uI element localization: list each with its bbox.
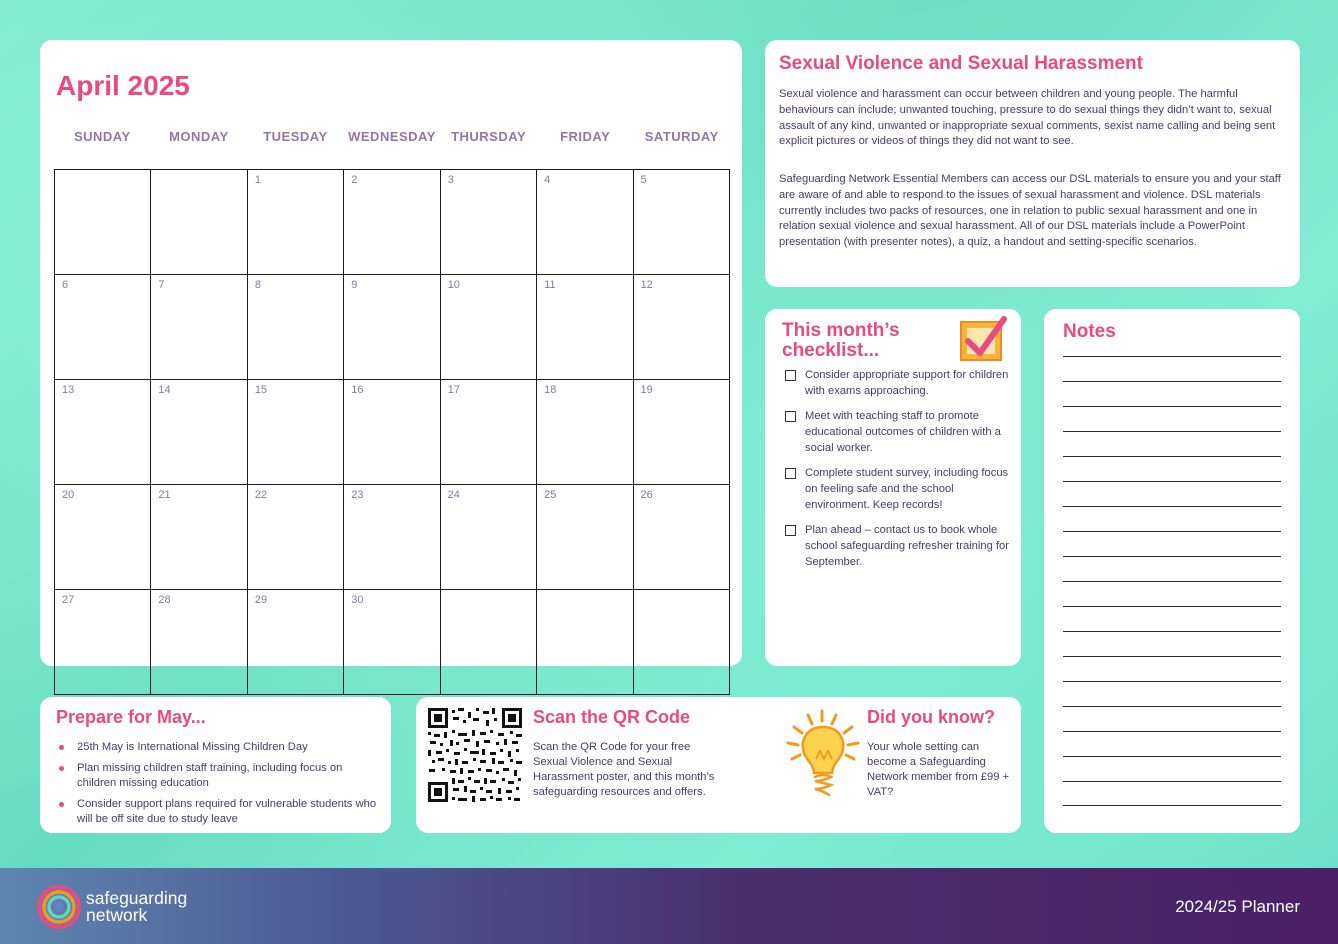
day-cell[interactable]: 20 xyxy=(55,485,151,590)
info-title: Sexual Violence and Sexual Harassment xyxy=(779,53,1143,74)
note-line[interactable] xyxy=(1063,431,1281,432)
note-line[interactable] xyxy=(1063,406,1281,407)
prepare-card xyxy=(40,697,391,833)
day-cell[interactable]: 30 xyxy=(344,590,440,695)
prepare-list xyxy=(56,740,384,833)
qr-code-image[interactable] xyxy=(428,708,522,802)
weekday-label: SATURDAY xyxy=(644,129,719,144)
note-line[interactable] xyxy=(1063,805,1281,806)
qr-description: Scan the QR Code for your free Sexual Violence and Sexual Harassment poster, and this month’s safeguarding resources and offers. xyxy=(533,741,715,798)
day-cell[interactable] xyxy=(55,170,151,275)
weekday-label: SUNDAY xyxy=(73,129,131,144)
weekday-label: FRIDAY xyxy=(560,129,611,144)
prepare-item: Consider support plans required for vulnerable students who will be off site due to study leave xyxy=(56,797,384,827)
day-cell[interactable] xyxy=(151,170,247,275)
note-line[interactable] xyxy=(1063,481,1281,482)
calendar-week xyxy=(55,485,730,590)
calendar-week xyxy=(55,590,730,695)
weekday-label: MONDAY xyxy=(169,129,229,144)
checklist-item[interactable] xyxy=(785,522,1013,570)
day-cell[interactable]: 1 xyxy=(247,170,343,275)
day-cell[interactable]: 15 xyxy=(247,380,343,485)
brand-line: safeguarding xyxy=(86,888,188,908)
calendar-title: April 2025 xyxy=(56,70,190,101)
checklist-item-label: Meet with teaching staff to promote educational outcomes of children with a social worker. xyxy=(805,410,1001,454)
day-cell[interactable] xyxy=(440,590,536,695)
day-cell[interactable]: 13 xyxy=(55,380,151,485)
day-cell[interactable]: 8 xyxy=(247,275,343,380)
planner-label: 2024/25 Planner xyxy=(1175,897,1300,916)
day-cell[interactable]: 10 xyxy=(440,275,536,380)
day-cell[interactable]: 23 xyxy=(344,485,440,590)
day-cell[interactable]: 5 xyxy=(633,170,729,275)
note-line[interactable] xyxy=(1063,681,1281,682)
calendar-week xyxy=(55,170,730,275)
day-cell[interactable]: 17 xyxy=(440,380,536,485)
day-cell[interactable]: 7 xyxy=(151,275,247,380)
day-cell[interactable]: 21 xyxy=(151,485,247,590)
calendar-card xyxy=(40,40,742,666)
checklist-item-label: Consider appropriate support for children with exams approaching. xyxy=(805,369,1009,397)
info-paragraph: Safeguarding Network Essential Members can access our DSL materials to ensure you and your staff are aware of and able to respond to the issues of sexual harassment and violence. DSL materials currently includes two packs of resources, one in relation to public sexual harassment and one in relation sexual violence and sexual harassment. All of our DSL materials include a PowerPoint presentation (with presenter notes), a quiz, a handout and setting-specific scenarios. xyxy=(779,173,1281,249)
checkbox[interactable] xyxy=(785,411,796,422)
calendar-week xyxy=(55,275,730,380)
weekday-label: WEDNESDAY xyxy=(348,129,436,144)
day-cell[interactable]: 3 xyxy=(440,170,536,275)
day-cell[interactable]: 4 xyxy=(537,170,633,275)
qr-title: Scan the QR Code xyxy=(533,707,691,727)
note-line[interactable] xyxy=(1063,581,1281,582)
day-cell[interactable]: 14 xyxy=(151,380,247,485)
lightbulb-icon xyxy=(786,707,860,803)
note-line[interactable] xyxy=(1063,781,1281,782)
did-you-know-title: Did you know? xyxy=(867,707,995,727)
note-line[interactable] xyxy=(1063,606,1281,607)
day-cell[interactable]: 22 xyxy=(247,485,343,590)
weekday-header xyxy=(54,129,730,144)
note-line[interactable] xyxy=(1063,656,1281,657)
note-line[interactable] xyxy=(1063,356,1281,357)
note-line[interactable] xyxy=(1063,731,1281,732)
day-cell[interactable]: 16 xyxy=(344,380,440,485)
prepare-item: Plan missing children staff training, including focus on children missing education xyxy=(56,761,384,791)
checklist-item[interactable] xyxy=(785,367,1013,399)
day-cell[interactable]: 19 xyxy=(633,380,729,485)
notes-title: Notes xyxy=(1063,321,1116,342)
checklist-item-label: Complete student survey, including focus on feeling safe and the school environment. Keep records! xyxy=(805,467,1009,511)
note-line[interactable] xyxy=(1063,506,1281,507)
info-paragraph: Sexual violence and harassment can occur between children and young people. The harmful behaviours can include; unwanted touching, pressure to do sexual things they didn’t want to, sexual assault of any kind, unwanted or inappropriate sexual comments, sexist name calling and being sent explicit pictures or videos of things they did not want to see. xyxy=(779,88,1276,148)
did-you-know-text: Your whole setting can become a Safeguarding Network member from £99 + VAT? xyxy=(867,741,1010,798)
checklist-item-label: Plan ahead – contact us to book whole school safeguarding refresher training for September. xyxy=(805,524,1009,568)
note-line[interactable] xyxy=(1063,631,1281,632)
calendar-grid xyxy=(54,169,730,695)
day-cell[interactable]: 12 xyxy=(633,275,729,380)
checklist-item[interactable] xyxy=(785,465,1013,513)
checkbox[interactable] xyxy=(785,370,796,381)
day-cell[interactable]: 26 xyxy=(633,485,729,590)
day-cell[interactable]: 9 xyxy=(344,275,440,380)
checklist-item[interactable] xyxy=(785,408,1013,456)
day-cell[interactable]: 28 xyxy=(151,590,247,695)
day-cell[interactable]: 6 xyxy=(55,275,151,380)
notes-card xyxy=(1044,309,1300,833)
note-line[interactable] xyxy=(1063,706,1281,707)
checklist-card xyxy=(765,309,1021,666)
checkbox-tick-icon xyxy=(958,315,1008,363)
weekday-label: THURSDAY xyxy=(451,129,527,144)
prepare-item: 25th May is International Missing Children Day xyxy=(56,740,384,755)
day-cell[interactable]: 11 xyxy=(537,275,633,380)
brand-line: network xyxy=(86,905,148,925)
note-line[interactable] xyxy=(1063,556,1281,557)
day-cell[interactable]: 29 xyxy=(247,590,343,695)
day-cell[interactable]: 24 xyxy=(440,485,536,590)
day-cell[interactable] xyxy=(537,590,633,695)
checklist-title: This month’s checklist... xyxy=(782,320,900,361)
calendar-week xyxy=(55,380,730,485)
checkbox[interactable] xyxy=(785,525,796,536)
note-line[interactable] xyxy=(1063,456,1281,457)
qr-card xyxy=(416,697,1021,833)
safeguarding-network-logo-icon[interactable] xyxy=(36,884,82,930)
brand-name[interactable] xyxy=(86,890,187,924)
prepare-title: Prepare for May... xyxy=(56,707,206,727)
footer-bar xyxy=(0,868,1338,944)
info-card xyxy=(765,40,1300,287)
day-cell[interactable]: 2 xyxy=(344,170,440,275)
note-line[interactable] xyxy=(1063,381,1281,382)
day-cell[interactable]: 25 xyxy=(537,485,633,590)
note-line[interactable] xyxy=(1063,756,1281,757)
note-line[interactable] xyxy=(1063,531,1281,532)
day-cell[interactable]: 18 xyxy=(537,380,633,485)
day-cell[interactable]: 27 xyxy=(55,590,151,695)
weekday-label: TUESDAY xyxy=(263,129,328,144)
day-cell[interactable] xyxy=(633,590,729,695)
checkbox[interactable] xyxy=(785,468,796,479)
